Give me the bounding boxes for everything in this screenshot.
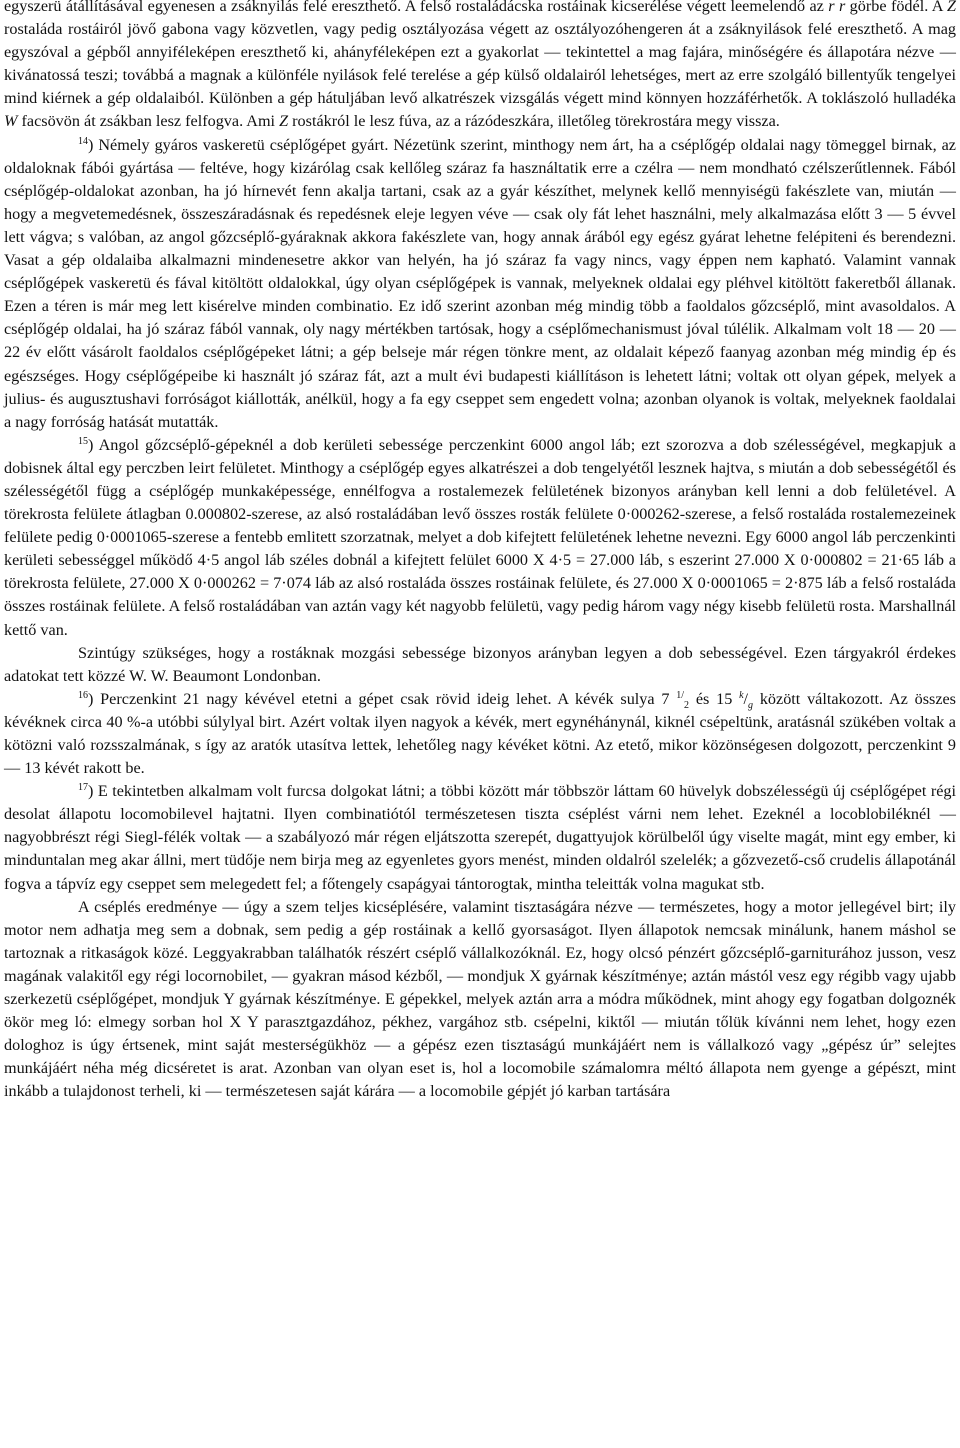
footnote-marker: 1/	[676, 689, 685, 701]
text-run: egyszerü átállításával egyenesen a zsáknyilás felé ereszthető. A felső rostaládácska rostáinak kicserélése végett leemelendő az	[4, 0, 829, 15]
text-paragraph	[4, 134, 956, 434]
text-run: ) Perczenkint 21 nagy kévével etetni a gépet csak rövid ideig lehet. A kévék sulya 7	[88, 689, 677, 708]
subscript-text: g	[748, 700, 754, 712]
text-paragraph	[4, 0, 956, 134]
text-run: Z	[946, 0, 956, 15]
text-paragraph	[4, 780, 956, 895]
text-run: között váltakozott. Az összes kévéknek circa 40 %-a utóbbi súlylyal birt. Azért voltak ilyen nagyok a kévék, mert egynéhánynál, kiknél csépeltünk, aratásnál szükében voltak a kötözni való rozsszalmának, s így az aratók utasítva lettek, lehetőleg nagy kévéket kötni. Az etető, mikor közönségesen dolgozott, perczenkint 9 — 13 kévét rakott be.	[4, 689, 956, 778]
text-run: rostaláda rostáiról jövő gabona vagy közvetlen, vagy pedig osztályozása végett az osztályozóhengeren át a zsáknyilások felé ereszthető. A mag egyszóval a gépből annyiféleképen ereszthető ki, ahányféleképen ezt a gyakorlat — tekintettel a mag fajára, minőségére és állapotára nézve — kivánatossá teszi; továbbá a magnak a különféle nyilások felé terelése a gép külső oldalairól lehetséges, mert az erre szolgáló billentyűk tengelyei mind kiérnek a gép oldalaiból. Különben a gép hátuljában levő alkatrészek vizsgálás végett mind könnyen hozzáférhetők. A toklászoló hulladéka	[4, 20, 956, 108]
text-paragraph	[4, 642, 956, 688]
text-run: W	[4, 112, 18, 131]
text-paragraph	[4, 434, 956, 642]
text-run: r r	[828, 0, 846, 15]
text-run: görbe födél. A	[845, 0, 947, 15]
text-run: rostákról le lesz fúva, az a rázódeszkára, illetőleg törekrostára megy vissza.	[288, 112, 780, 131]
text-run: és 15	[689, 689, 740, 708]
text-paragraph	[4, 896, 956, 1104]
text-run: A cséplés eredménye — úgy a szem teljes kicséplésére, valamint tisztaságára nézve — természetes, hogy a motor jellegével birt; ily motor nem adhatja meg sem a dobnak, sem pedig a gép rostáinak a kellő gyorsaságot. Ilyen állapotok nemcsak minálunk, hanem máshol se tartoznak a ritkaságok közé. Leggyakrabban találhatók részért cséplő vállalkozóknál. Ez, hogy olcsó pénzért gőzcséplő-garniturához jusson, vesz magának valakitől egy régi locornobilet, — gyakran másod kézből, — mondjuk X gyárnak készítménye; aztán mástól vesz egy régibb vagy ujabb szerkezetü cséplőgépet, mondjuk Y gyárnak készítménye. E gépekkel, melyek aztán arra a módra működnek, mint ahogy egy fogatban dolgoznék ökör meg ló: elmegy sorban hol X Y parasztgazdához, pékhez, vargához stb. csépelni, kiktől — miután tőlük kívánni nem lehet, hogy ezen dologhoz is úgy értsenek, mint saját mesterségükhöz — a gépész ezen tisztaságú munkájáért nem is vállalkozó vagy „gépész úr” selejtes munkájáért néha még dicséretet is arat. Azonban van olyan eset is, hol a locomobile számalomra méltó állapota nem gyenge a gépészt, mint inkább a tulajdonost terheli, ki — természetesen saját kárára — a locomobile gépjét jó karban tartására	[4, 897, 956, 1101]
footnote-marker: 15	[78, 435, 88, 447]
footnote-marker: 14	[78, 135, 88, 147]
subscript-text: 2	[684, 700, 690, 712]
footnote-marker: 17	[78, 782, 88, 794]
text-run: ) Angol gőzcséplő-gépeknél a dob kerületi sebessége perczenkint 6000 angol láb; ezt szorozva a dob szélességével, megkapjuk a dobisnek által egy perczben leirt felületet. Minthogy a cséplőgép egyes alkatrészei a dob tengelyétől lesznek hajtva, s miután a dob sebességétől és szélességétől függ a cséplőgép munkaképessége, ennélfogva a rostalemezek felületének bizonyos arányban kell lenni a dob felületével. A törekrosta felülete átlagban 0.000802-szerese, az alsó rostaládában levő összes rosták felülete 0·000262-szerese, a felső rostaláda rostalemezeinek felülete pedig 0·0001065-szerese a fentebb emlitett szorzatnak, melyet a dob kifejtett felületének lehetne nevezni. Egy 6000 angol láb perczenkinti kerületi sebességgel működő 4·5 angol láb széles dobnál a kifejtett felület 6000 X 4·5 = 27.000 láb, s eszerint 27.000 X 0·000802 = 21·65 láb a törekrosta felülete, 27.000 X 0·000262 = 7·074 láb az alsó rostaláda összes rostáinak felülete, és 27.000 X 0·0001065 = 2·875 láb a felső rostaláda összes rostáinak felülete. A felső rostaládában van aztán vagy két nagyobb felületü, vagy pedig három vagy négy kisebb felületü rosta. Marshallnál kettő van.	[4, 435, 956, 639]
text-run: ) E tekintetben alkalmam volt furcsa dolgokat látni; a többi között már többször láttam 60 hüvelyk dobszélességü új cséplőgépet régi desolat állapotu locomobilevel hajtatni. Ilyen combinatiótól természetesen tiszta cséplést várni nem lehet. Ezeknél a locoblobiléknél — nagyobbrészt régi Siegl-félék voltak — a szabályozó már régen eljátszotta szerepét, dugattyujok körülbelől úgy viselte magát, mint egy ember, ki minduntalan meg akar állni, mert tüdője nem birja meg az egyenletes gyors menést, minden oldalról szelelék; a gőzvezető-cső crudelis állapotánál fogva a tápvíz egy cseppet sem melegedett fel; a főtengely csapágyai tántorogtak, mintha teleitták volna magukat stb.	[4, 782, 956, 893]
text-run: ) Némely gyáros vaskeretü cséplőgépet gyárt. Nézetünk szerint, minthogy nem árt, ha a cséplőgép oldalai nagy tömeggel birnak, az oldaloknak fábói gyártása — feltéve, hogy kizárólag csak kellőleg száraz fa használtatik erre a czélra — nem mondható czélszerűtlennek. Fából cséplőgép-oldalokat azonban, ha jó hírnevét fenn akalja tartani, csak az a gyár készíthet, melynek kellő mennyiségü fakészlete van, miután — hogy a megvetemedésnek, összeszáradásnak és repedésnek eleje legyen véve — csak oly fát lehet használni, mely alkalmazása előtt 3 — 5 évvel lett vágva; s valóban, az angol gőzcséplő-gyáraknak akkora fakészlete van, hogy annak árából egy egész gyárat lehetne felépiteni és berendezni. Vasat a gép oldalaiba alkalmazni mindenesetre akkor van helyén, ha jó száraz fa vagy nincs, vagy éppen nem kapható. Valamint vannak cséplőgépek vaskeretü és fával kitöltött oldalokkal, úgy olyan cséplőgépek is vannak, melyeknek oldalai egy pléhvel kitöltött fakeretből állanak. Ezen a téren is már meg lett kisérelve minden combinatio. Ez idő szerint azonban még mindig több a faoldalos gőzcséplő, mint avasoldalos. A cséplőgép oldalai, ha jó száraz fából vannak, oly nagy mértékben tartósak, hogy a cséplőmechanismust jóval túlélik. Alkalmam volt 18 — 20 — 22 év előtt vásárolt faoldalos cséplőgépeket látni; a gép belseje már régen tönkre ment, az oldalait képező faanyag azonban még mindig ép és egészséges. Hogy cséplőgépeibe ki használt jó száraz fát, azt a mult évi budapesti kiállításon is lehetett látni; voltak ott olyan gépek, melyek a julius- és augusztushavi forróságot kiállották, anélkül, hogy a fa egy cseppet sem engedett volna; azonban olyanok is voltak, melyeknek faoldalai a nagy forróság hatását mutatták.	[4, 135, 956, 431]
text-run: /	[743, 689, 749, 708]
text-run: Szintúgy szükséges, hogy a rostáknak mozgási sebessége bizonyos arányban legyen a dob sebességével. Ezen tárgyakról érdekes adatokat tett közzé W. W. Beaumont Londonban.	[4, 643, 956, 685]
text-run: facsövön át zsákban lesz felfogva. Ami	[17, 112, 280, 131]
text-paragraph	[4, 688, 956, 780]
text-run: Z	[279, 112, 289, 131]
footnote-marker: 16	[78, 689, 88, 701]
footnote-marker: k	[739, 689, 744, 701]
